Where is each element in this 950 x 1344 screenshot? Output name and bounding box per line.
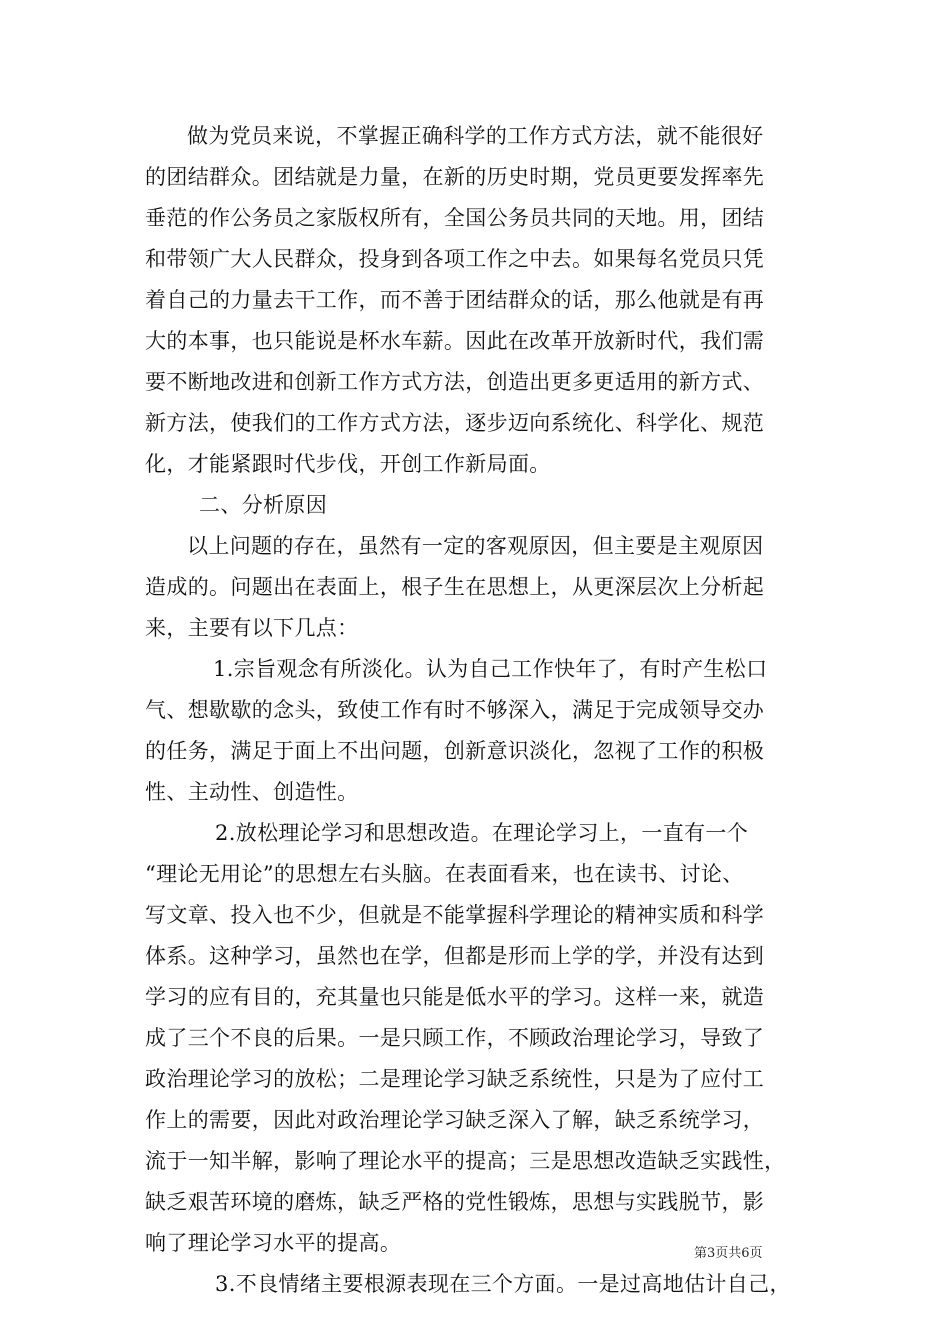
- paragraph-line: 学习的应有目的，充其量也只能是低水平的学习。这样一来，就造: [145, 985, 765, 1009]
- page-number: 第3页共6页: [694, 1246, 763, 1261]
- list-item-line: 3.不良情绪主要根源表现在三个方面。一是过高地估计自己，: [215, 1272, 791, 1296]
- paragraph-line: 着自己的力量去干工作，而不善于团结群众的话，那么他就是有再: [145, 288, 765, 312]
- paragraph-line: 要不断地改进和创新工作方式方法，创造出更多更适用的新方式、: [145, 370, 765, 394]
- paragraph-line: 的团结群众。团结就是力量，在新的历史时期，党员更要发挥率先: [145, 165, 765, 189]
- paragraph-line: 造成的。问题出在表面上，根子生在思想上，从更深层次上分析起: [145, 575, 765, 599]
- paragraph-line: 的任务，满足于面上不出问题，创新意识淡化，忽视了工作的积极: [145, 739, 765, 763]
- paragraph-line: “理论无用论”的思想左右头脑。在表面看来，也在读书、讨论、: [145, 862, 744, 886]
- paragraph-line: 以上问题的存在，虽然有一定的客观原因，但主要是主观原因: [187, 534, 764, 558]
- body-text: [145, 116, 809, 1305]
- paragraph-line: 化，才能紧跟时代步伐，开创工作新局面。: [145, 452, 551, 476]
- paragraph-line: 流于一知半解，影响了理论水平的提高；三是思想改造缺乏实践性，: [145, 1149, 786, 1173]
- paragraph-line: 作上的需要，因此对政治理论学习缺乏深入了解，缺乏系统学习，: [145, 1108, 765, 1132]
- paragraph-line: 体系。这种学习，虽然也在学，但都是形而上学的学，并没有达到: [145, 944, 765, 968]
- list-item-line: 1.宗旨观念有所淡化。认为自己工作快年了，有时产生松口: [213, 657, 768, 681]
- paragraph-line: 来，主要有以下几点：: [145, 616, 359, 640]
- paragraph-line: 响了理论学习水平的提高。: [145, 1231, 402, 1255]
- paragraph-line: 政治理论学习的放松；二是理论学习缺乏系统性，只是为了应付工: [145, 1067, 765, 1091]
- paragraph-line: 新方法，使我们的工作方式方法，逐步迈向系统化、科学化、规范: [145, 411, 765, 435]
- paragraph-line: 写文章、投入也不少，但就是不能掌握科学理论的精神实质和科学: [145, 903, 765, 927]
- paragraph-line: 缺乏艰苦环境的磨炼，缺乏严格的党性锻炼，思想与实践脱节，影: [145, 1190, 765, 1214]
- paragraph-line: 和带领广大人民群众，投身到各项工作之中去。如果每名党员只凭: [145, 247, 765, 271]
- paragraph-line: 气、想歇歇的念头，致使工作有时不够深入，满足于完成领导交办: [145, 698, 765, 722]
- paragraph-line: 成了三个不良的后果。一是只顾工作，不顾政治理论学习，导致了: [145, 1026, 765, 1050]
- paragraph-line: 性、主动性、创造性。: [145, 780, 359, 804]
- paragraph-line: 垂范的作公务员之家版权所有，全国公务员共同的天地。用，团结: [145, 206, 765, 230]
- list-item-line: 2.放松理论学习和思想改造。在理论学习上，一直有一个: [215, 821, 749, 845]
- paragraph-line: 大的本事，也只能说是杯水车薪。因此在改革开放新时代，我们需: [145, 329, 765, 353]
- section-heading: 二、分析原因: [199, 493, 328, 517]
- paragraph-line: 做为党员来说，不掌握正确科学的工作方式方法，就不能很好: [187, 124, 764, 148]
